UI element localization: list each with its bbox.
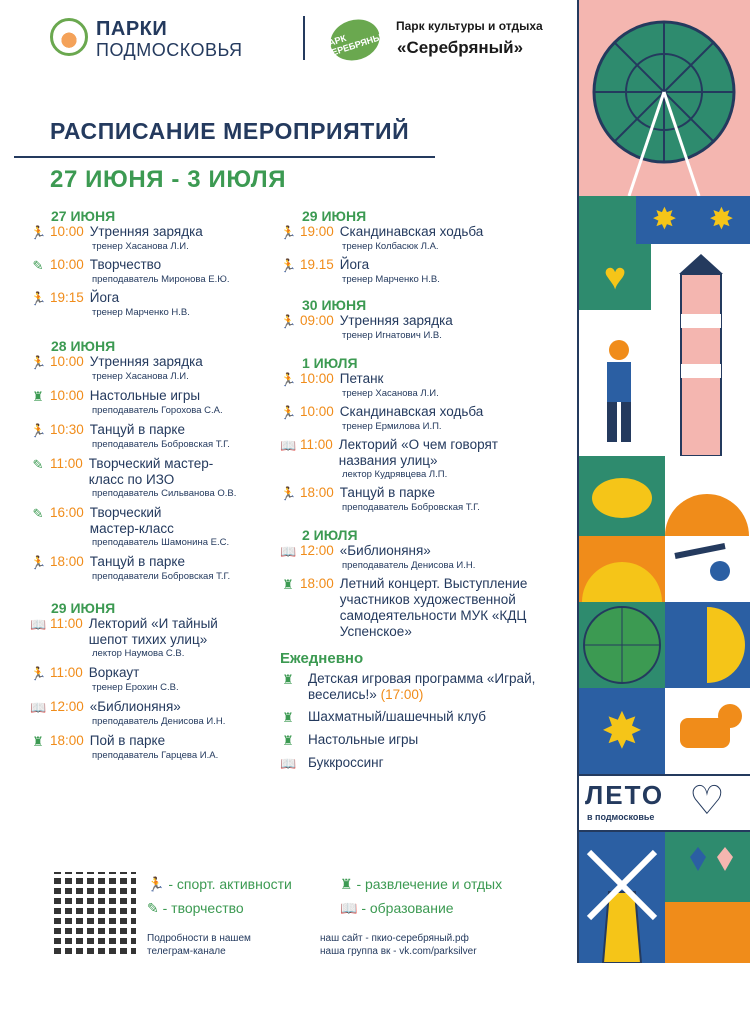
astronomer-drawing (665, 536, 750, 602)
summer-subtitle: в подмосковье (587, 812, 655, 822)
sun-half-tile (665, 456, 750, 536)
day-heading: 1 ИЮЛЯ (302, 355, 358, 371)
event-time: 11:00 (50, 456, 83, 471)
event-item (30, 616, 285, 648)
heart-icon: ♥ (579, 244, 651, 310)
event-time: 11:00 (50, 665, 83, 680)
sport-icon: 🏃 (280, 486, 297, 501)
daily-item (280, 755, 570, 772)
event-host: тренер Хасанова Л.И. (92, 371, 189, 382)
leisure-icon: ♜ (282, 672, 294, 687)
daily-item (280, 709, 570, 726)
event-name: Лекторий «И тайный шепот тихих улиц» (88, 616, 218, 647)
event-name: Танцуй в парке (339, 485, 435, 500)
event-name: Утренняя зарядка (89, 354, 203, 369)
event-name: Утренняя зарядка (339, 313, 453, 328)
leisure-icon: ♜ (282, 733, 294, 748)
frog-icon (579, 456, 665, 536)
event-name: Танцуй в парке (89, 422, 185, 437)
event-item (280, 576, 570, 640)
event-item (30, 290, 285, 307)
event-host: преподаватель Шамонина Е.С. (92, 537, 230, 548)
sun-half-icon (665, 456, 750, 536)
event-host: преподаватель Денисова И.Н. (92, 716, 226, 727)
tulips-tile (665, 832, 750, 963)
event-time: 18:00 (300, 576, 334, 591)
event-name: Настольные игры (89, 388, 201, 403)
telegram-line2: телеграм-канале (147, 946, 226, 957)
sport-icon: 🏃 (30, 666, 47, 681)
schedule-left-column (30, 208, 285, 761)
daily-item-text: Шахматный/шашечный клуб (308, 709, 487, 724)
sport-icon: 🏃 (30, 291, 47, 306)
lighthouse-icon (651, 244, 750, 456)
park-name: «Серебряный» (397, 38, 524, 57)
daily-item (280, 671, 570, 703)
event-name: Утренняя зарядка (89, 224, 203, 239)
vk-link[interactable]: наша группа вк - vk.com/parksilver (320, 946, 477, 957)
event-item (30, 388, 285, 405)
creative-icon: ✎ (32, 457, 44, 472)
traveler-figure-drawing (579, 310, 651, 456)
event-host: тренер Игнатович И.В. (342, 330, 442, 341)
sport-icon: 🏃 (280, 225, 297, 240)
event-name: Скандинавская ходьба (339, 224, 484, 239)
event-host: лектор Наумова С.В. (92, 648, 185, 659)
telegram-line1: Подробности в нашем (147, 933, 251, 944)
event-host: тренер Марченко Н.В. (92, 307, 190, 318)
lighthouse-tile (651, 244, 750, 456)
summer-logo (579, 774, 750, 832)
star-icon: ✸ (579, 688, 665, 774)
leisure-icon: ♜ (340, 876, 353, 892)
event-item (30, 505, 285, 537)
event-time: 10:00 (50, 257, 84, 272)
book-icon: 📖 (280, 756, 297, 771)
page-title: РАСПИСАНИЕ МЕРОПРИЯТИЙ (50, 118, 410, 144)
sport-icon: 🏃 (280, 405, 297, 420)
event-time: 11:00 (50, 616, 83, 631)
day-heading: 27 ИЮНЯ (51, 208, 116, 224)
pattern-tile (579, 196, 636, 244)
event-host: тренер Марченко Н.В. (342, 274, 440, 285)
creative-icon: ✎ (147, 900, 159, 916)
event-item (280, 485, 570, 502)
sport-icon: 🏃 (30, 225, 47, 240)
daily-item-text: Настольные игры (308, 732, 419, 747)
day-heading: 30 ИЮНЯ (302, 297, 367, 313)
event-time: 10:00 (50, 388, 84, 403)
contacts-note (320, 932, 477, 958)
sport-icon: 🏃 (280, 372, 297, 387)
telegram-note (147, 932, 251, 958)
leisure-icon: ♜ (282, 710, 294, 725)
schedule-right-column (280, 208, 570, 772)
daily-item-text: Буккроссинг (308, 755, 384, 770)
event-time: 10:00 (300, 371, 334, 386)
legend-leisure (340, 876, 502, 893)
event-time: 18:00 (300, 485, 334, 500)
ferris-wheel-tile (579, 0, 750, 196)
book-icon: 📖 (280, 438, 297, 453)
sport-icon: 🏃 (30, 355, 47, 370)
event-item (30, 224, 285, 241)
event-time: 18:00 (50, 733, 84, 748)
event-time: 11:00 (300, 437, 333, 452)
park-logo: ПАРК СЕРЕБРЯНЫЙ (325, 13, 385, 66)
brand-line1: ПАРКИ (96, 18, 168, 40)
legend-education (340, 900, 454, 917)
creative-icon: ✎ (32, 258, 44, 273)
day-heading: 29 ИЮНЯ (302, 208, 367, 224)
event-host: преподаватель Сильванова О.В. (92, 488, 237, 499)
date-range: 27 ИЮНЯ - 3 ИЮЛЯ (50, 166, 287, 193)
sun-icon: ✸ (636, 196, 693, 244)
day-heading: 29 ИЮНЯ (51, 600, 116, 616)
creative-icon: ✎ (32, 506, 44, 521)
event-item (30, 456, 285, 488)
event-host: тренер Хасанова Л.И. (342, 388, 439, 399)
event-item (280, 404, 570, 421)
event-item (280, 313, 570, 330)
umbrella-icon (579, 602, 665, 688)
event-host: тренер Ермилова И.П. (342, 421, 442, 432)
book-icon: 📖 (280, 544, 297, 559)
event-name: Танцуй в парке (89, 554, 185, 569)
qr-code-pattern (54, 872, 136, 954)
dog-drawing (665, 688, 750, 774)
event-time: 19.15 (300, 257, 334, 272)
legend-creative (147, 900, 244, 917)
event-item (280, 224, 570, 241)
legend-creative-label: - творчество (162, 900, 244, 916)
event-item (30, 699, 285, 716)
leisure-icon: ♜ (32, 734, 44, 749)
frog-tile (579, 456, 665, 536)
summer-title: ЛЕТО (585, 780, 665, 810)
event-item (280, 371, 570, 388)
event-item (30, 257, 285, 274)
event-host: преподаватель Бобровская Т.Г. (92, 439, 230, 450)
event-name: Летний концерт. Выступление участников художественной самодеятельности МУК «КДЦ Успенское» (339, 576, 528, 639)
legend-sport-label: - спорт. активности (168, 876, 292, 892)
day-heading: 2 ИЮЛЯ (302, 527, 358, 543)
event-time: 10:00 (50, 224, 84, 239)
event-time: 12:00 (300, 543, 334, 558)
event-item (30, 422, 285, 439)
pattern-tile (579, 536, 665, 602)
event-time: 10:00 (300, 404, 334, 419)
event-name: «Библионяня» (339, 543, 431, 558)
event-name: Скандинавская ходьба (339, 404, 484, 419)
event-host: преподаватель Гарцева И.А. (92, 750, 219, 761)
daily-heading: Ежедневно (280, 650, 364, 667)
moon-icon (665, 602, 750, 688)
legend-education-label: - образование (361, 900, 454, 916)
event-host: лектор Кудрявцева Л.П. (342, 469, 448, 480)
legend-sport (147, 876, 292, 893)
event-time: 09:00 (300, 313, 334, 328)
event-item (30, 354, 285, 371)
traveler-figure-icon (579, 310, 651, 456)
event-item (280, 543, 570, 560)
event-name: Петанк (339, 371, 384, 386)
dog-icon (665, 688, 750, 774)
windmill-icon (579, 832, 665, 963)
event-time: 16:00 (50, 505, 84, 520)
event-name: Йога (339, 257, 370, 272)
event-name: Воркаут (88, 665, 140, 680)
daily-item (280, 732, 570, 749)
legend-leisure-label: - развлечение и отдых (356, 876, 503, 892)
event-time: 10:00 (50, 354, 84, 369)
sport-icon: 🏃 (280, 258, 297, 273)
heart-outline-icon: ♡ (689, 779, 725, 823)
moon-tile (665, 602, 750, 688)
title-underline (14, 156, 435, 158)
event-name: «Библионяня» (89, 699, 181, 714)
event-item (30, 554, 285, 571)
event-time: 10:30 (50, 422, 84, 437)
site-link[interactable]: наш сайт - пкио-серебряный.рф (320, 933, 469, 944)
sport-icon: 🏃 (30, 555, 47, 570)
event-name: Йога (89, 290, 120, 305)
brand-line2: ПОДМОСКОВЬЯ (96, 40, 243, 60)
header-divider (303, 16, 305, 60)
event-name: Лекторий «О чем говорят названия улиц» (338, 437, 498, 468)
event-name: Пой в парке (89, 733, 166, 748)
event-host: тренер Колбасюк Л.А. (342, 241, 439, 252)
event-item (280, 257, 570, 274)
event-time: 19:00 (300, 224, 334, 239)
event-host: тренер Ерохин С.В. (92, 682, 179, 693)
tulips-icon (665, 832, 750, 963)
parks-logo-icon (50, 18, 88, 56)
event-name: Творчество (89, 257, 162, 272)
event-time: 12:00 (50, 699, 84, 714)
event-time: 18:00 (50, 554, 84, 569)
leisure-icon: ♜ (282, 577, 294, 592)
event-host: тренер Хасанова Л.И. (92, 241, 189, 252)
umbrella-tile (579, 602, 665, 688)
event-time: 19:15 (50, 290, 84, 305)
astronomer-icon (665, 536, 750, 602)
event-item (30, 665, 285, 682)
sport-icon: 🏃 (147, 876, 165, 892)
sport-icon: 🏃 (30, 423, 47, 438)
book-icon: 📖 (30, 700, 47, 715)
event-host: преподаватели Бобровская Т.Г. (92, 571, 231, 582)
event-host: преподаватель Бобровская Т.Г. (342, 502, 480, 513)
park-subtitle: Парк культуры и отдыха (396, 19, 543, 33)
event-name: Творческий мастер-класс (89, 505, 174, 536)
sport-icon: 🏃 (280, 314, 297, 329)
leisure-icon: ♜ (32, 389, 44, 404)
ferris-wheel-icon (579, 0, 750, 196)
daily-item-time: (17:00) (380, 687, 424, 702)
half-circle-icon (579, 536, 665, 602)
event-item (30, 733, 285, 750)
event-host: преподаватель Миронова Е.Ю. (92, 274, 230, 285)
day-heading: 28 ИЮНЯ (51, 338, 116, 354)
event-host: преподаватель Денисова И.Н. (342, 560, 476, 571)
sun-icon: ✸ (693, 196, 750, 244)
windmill-tile (579, 832, 665, 963)
book-icon: 📖 (30, 617, 47, 632)
daily-item-text: Детская игровая программа «Играй, веселись!» (308, 671, 536, 702)
book-icon: 📖 (340, 900, 358, 916)
event-item (280, 437, 570, 469)
decorative-panel (577, 0, 750, 963)
event-name: Творческий мастер-класс по ИЗО (88, 456, 214, 487)
event-host: преподаватель Горохова С.А. (92, 405, 223, 416)
